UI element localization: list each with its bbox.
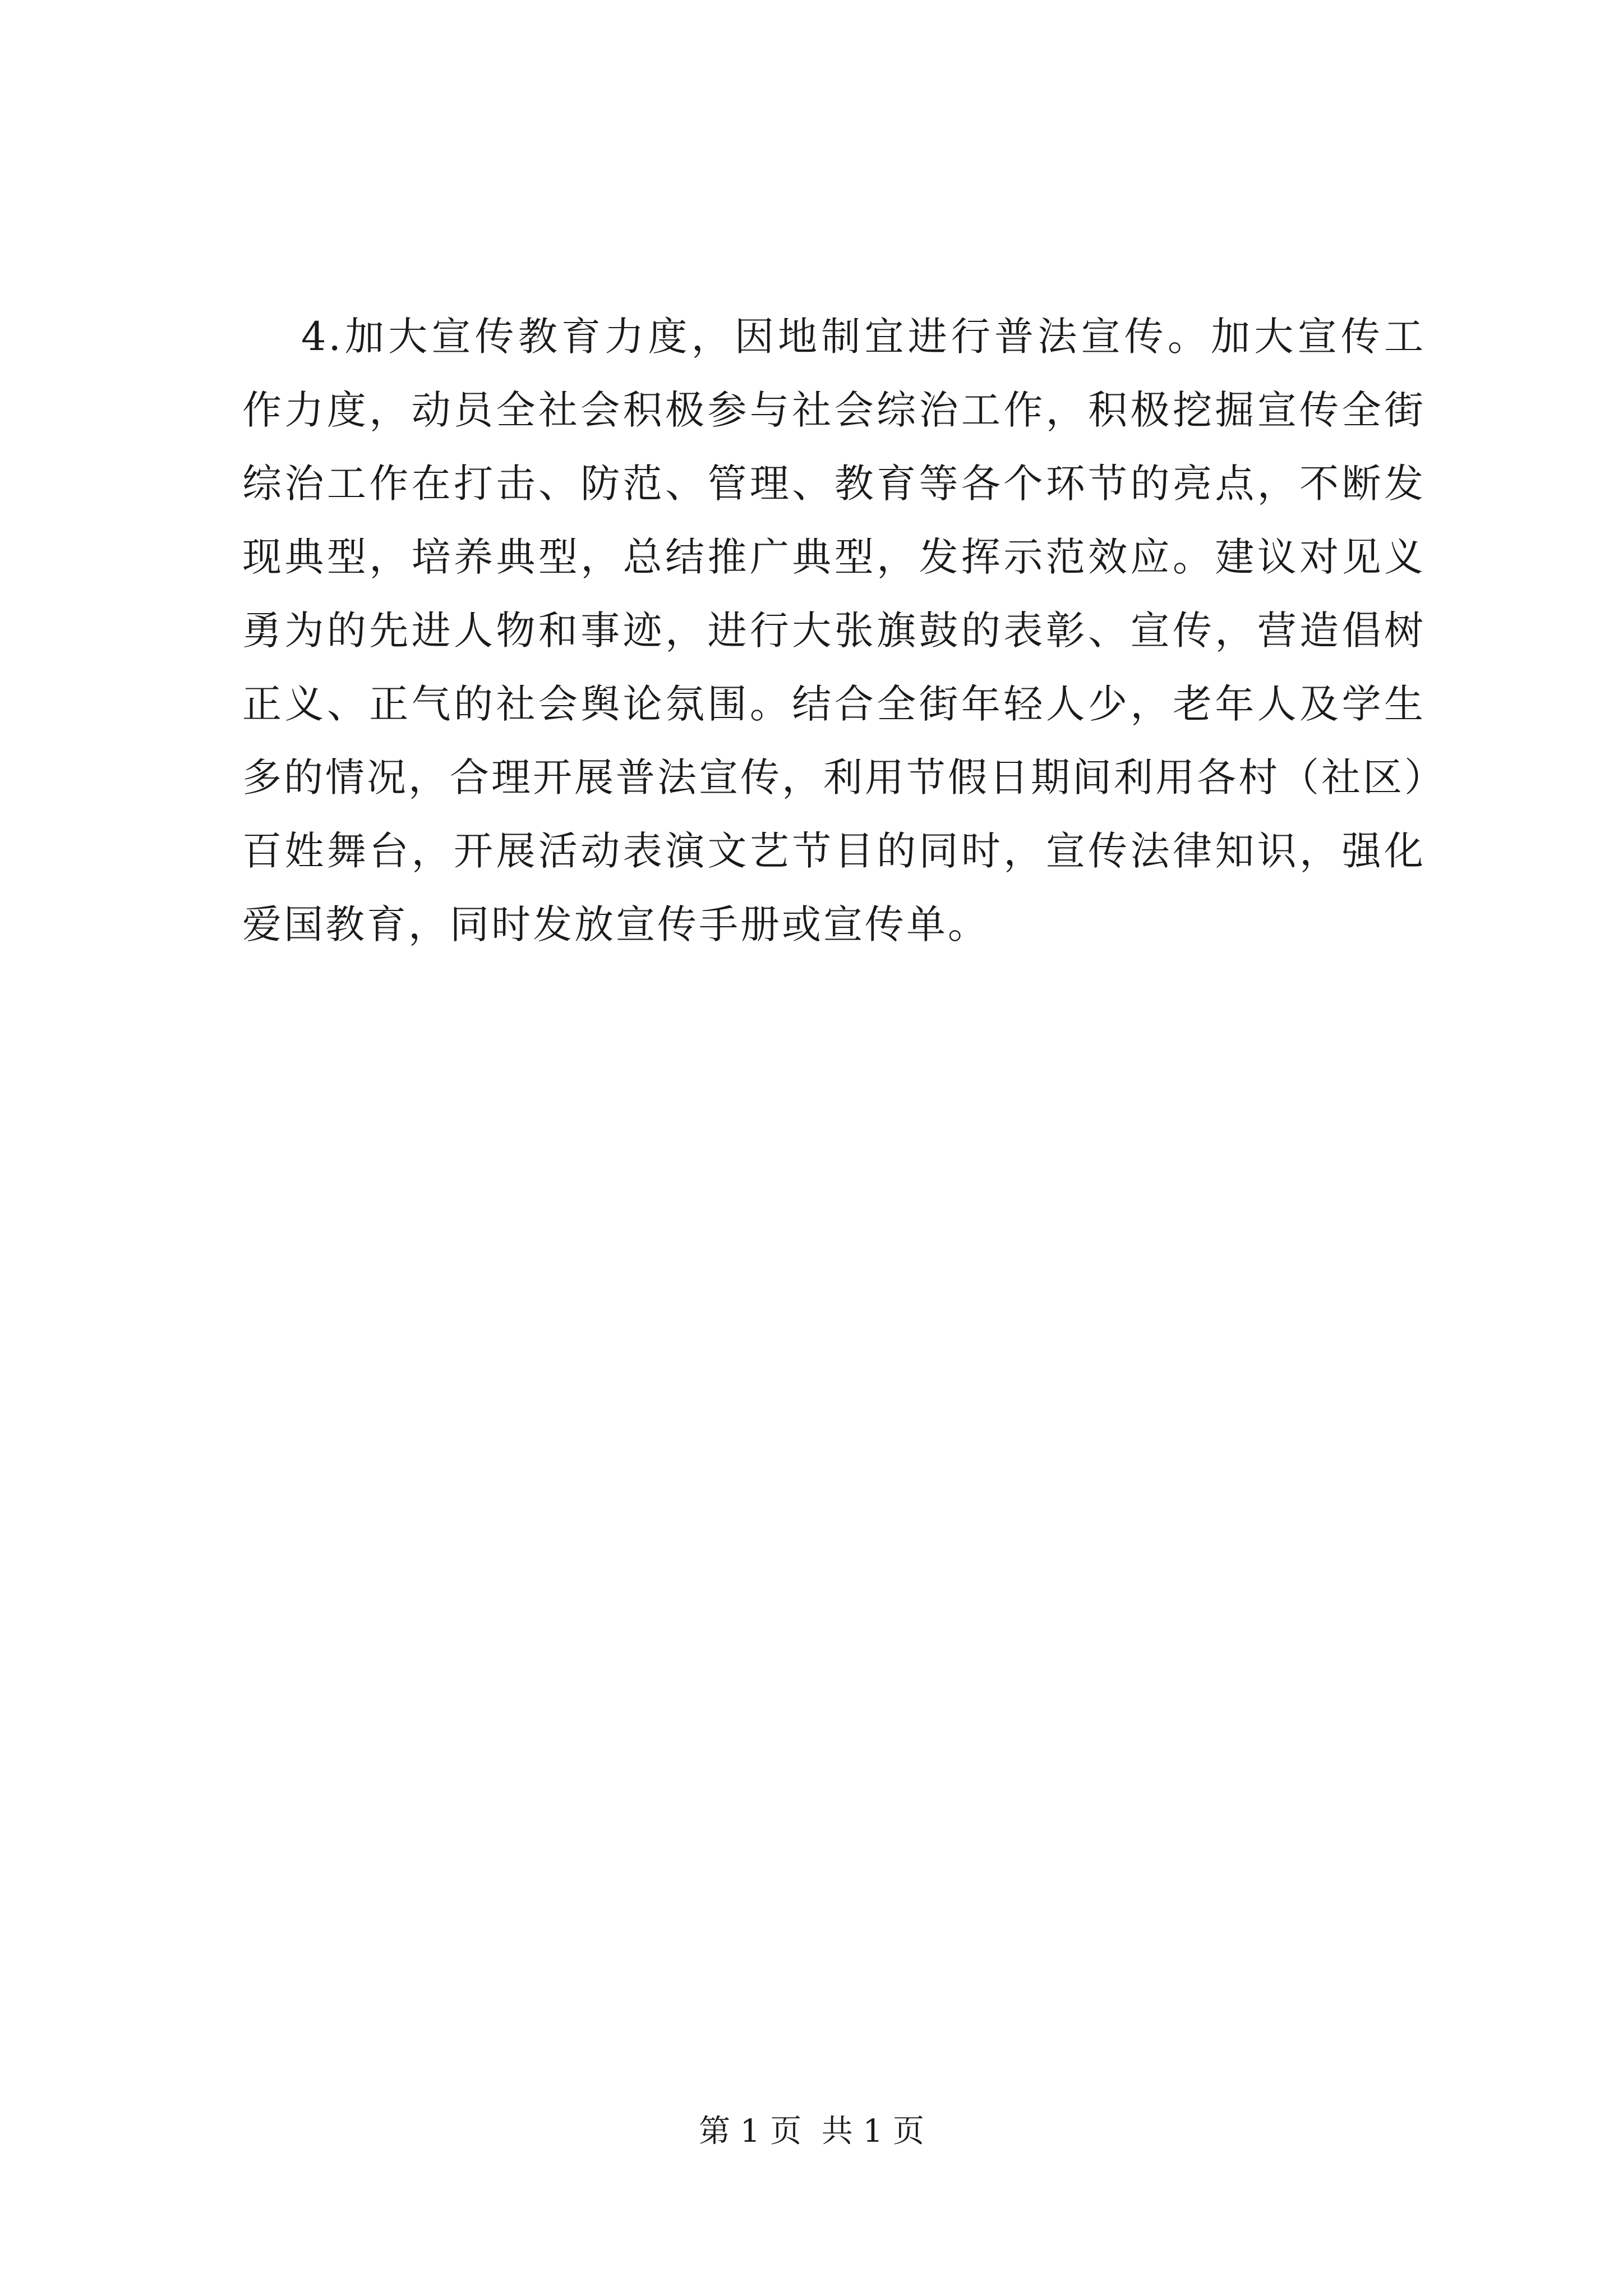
paragraph-line: 爱国教育，同时发放宣传手册或宣传单。 — [242, 901, 989, 947]
page-number-footer: 第 1 页 共 1 页 — [698, 2113, 925, 2150]
body-paragraph — [242, 300, 1446, 961]
paragraph-line: 作力度，动员全社会积极参与社会综治工作，积极挖掘宣传全街 — [242, 387, 1426, 433]
paragraph-line: 勇为的先进人物和事迹，进行大张旗鼓的表彰、宣传，营造倡树 — [242, 608, 1426, 654]
paragraph-line: 正义、正气的社会舆论氛围。结合全街年轻人少，老年人及学生 — [242, 681, 1426, 727]
paragraph-line: 4.加大宣传教育力度，因地制宜进行普法宣传。加大宣传工 — [301, 314, 1426, 360]
paragraph-line: 现典型，培养典型，总结推广典型，发挥示范效应。建议对见义 — [242, 534, 1426, 580]
paragraph-line: 综治工作在打击、防范、管理、教育等各个环节的亮点，不断发 — [242, 461, 1426, 507]
paragraph-line: 百姓舞台，开展活动表演文艺节目的同时，宣传法律知识，强化 — [242, 828, 1426, 874]
paragraph-line: 多的情况，合理开展普法宣传，利用节假日期间利用各村（社区） — [242, 754, 1446, 800]
